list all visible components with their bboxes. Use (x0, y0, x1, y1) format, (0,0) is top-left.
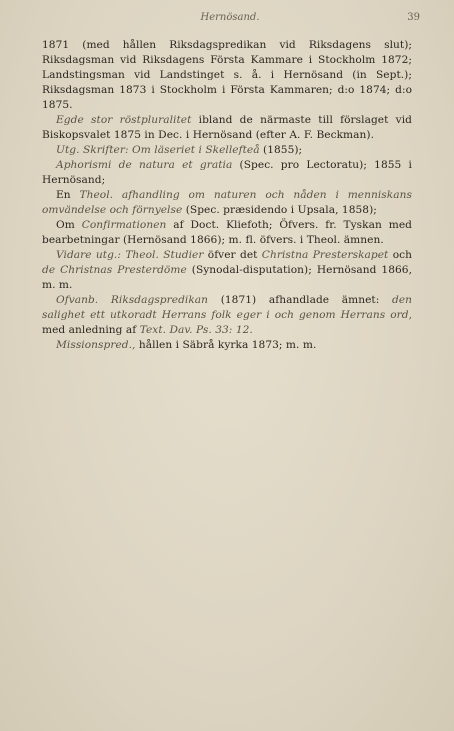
text-segment-italic: Utg. Skrifter: Om läseriet i Skellefteå (56, 144, 260, 156)
paragraph-riksdagspredikan (42, 293, 412, 338)
text-segment-italic: Text. Dav. Ps. 33: 12. (139, 324, 253, 336)
page-number: 39 (407, 12, 420, 23)
text-segment-italic: Egde stor röstpluralitet (56, 114, 192, 126)
text-segment-italic: Christna Presterskapet (261, 249, 389, 261)
text-segment: (1871) afhandlade ämnet: (208, 294, 392, 306)
text-segment: En (56, 189, 80, 201)
text-segment-italic: Confirmationen (81, 219, 167, 231)
text-segment: öfver det (203, 249, 262, 261)
text-segment-italic: Ofvanb. Riksdagspredikan (56, 294, 209, 306)
page-header (40, 12, 420, 28)
paragraph-confirmationen (42, 218, 412, 248)
text-segment-italic: Theol. afhandling om naturen och nåden i menniskans omvändelse och förnyelse (42, 189, 412, 216)
text-segment-italic: de Christnas Presterdöme (42, 264, 187, 276)
paragraph-writings (42, 143, 412, 158)
paragraph-theol-studier (42, 248, 412, 293)
text-segment: hållen i Säbrå kyrka 1873; m. m. (135, 339, 317, 351)
text-segment: (Synodal-disputation); Hernösand 1866, m. m. (42, 264, 412, 291)
text-segment-italic: Aphorismi de natura et gratia (56, 159, 233, 171)
paragraph-career (42, 38, 412, 113)
text-segment: (1855); (259, 144, 303, 156)
text-segment: af Doct. Kliefoth; Öfvers. fr. Tyskan med bearbetningar (Hernösand 1866); m. fl. öfvers. i Theol. ämnen. (42, 219, 412, 246)
paragraph-aphorismi (42, 158, 412, 188)
body-text (42, 38, 412, 353)
running-title: Hernösand. (200, 12, 260, 23)
text-segment: Om (56, 219, 82, 231)
text-segment-italic: Missionspred., (56, 339, 136, 351)
text-segment: (Spec. præsidendo i Upsala, 1858); (182, 204, 377, 216)
paragraph-missionspred (42, 338, 412, 353)
text-segment: med anledning af (42, 324, 140, 336)
text-segment-italic: Vidare utg.: Theol. Studier (56, 249, 204, 261)
text-segment: ibland de närmaste till förslaget vid Biskopsvalet 1875 in Dec. i Hernösand (efter A. F. Beckman). (42, 114, 412, 141)
text-segment: (Spec. pro Lectoratu); 1855 i Hernösand; (42, 159, 412, 186)
text-segment: och (388, 249, 413, 261)
paragraph-theol-afhandling (42, 188, 412, 218)
text-segment: 1871 (med hållen Riksdagspredikan vid Riksdagens slut); Riksdagsman vid Riksdagens Första Kammare i Stockholm 1872; Landstingsman vid Landstinget s. å. i Hernösand (in Sept.); Riksdagsman 1873 i Stockholm i Första Kammaren; d:o 1874; d:o 1875. (42, 39, 412, 111)
text-segment-italic: den salighet ett utkoradt Herrans folk eger i och genom Herrans ord, (42, 294, 413, 321)
paragraph-bishop-election (42, 113, 412, 143)
